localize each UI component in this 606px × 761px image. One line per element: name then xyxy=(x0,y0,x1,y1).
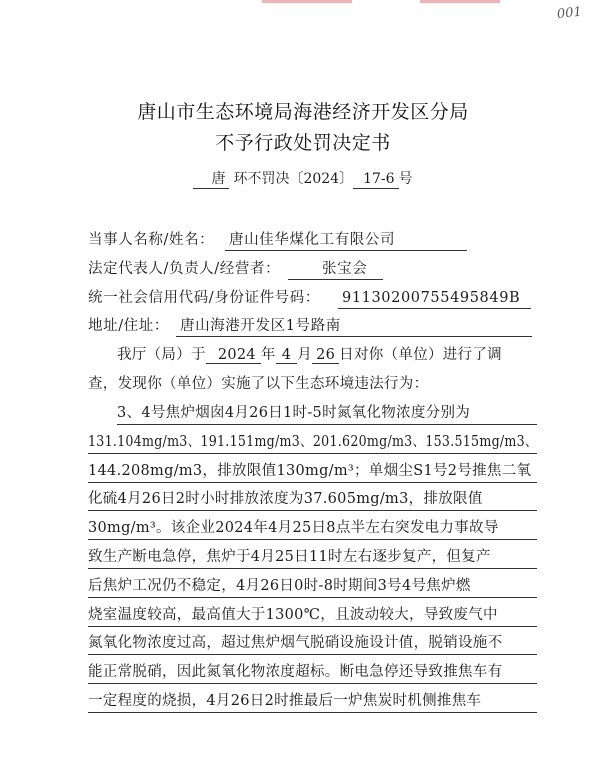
page-number: 001 xyxy=(556,4,583,23)
violation-line: 131.104mg/m3、191.151mg/m3、201.620mg/m3、153.515mg/m3、 xyxy=(88,433,538,450)
intro-text-b: 年 xyxy=(260,347,276,363)
underline xyxy=(88,654,537,655)
violation-line: 致生产断电急停，焦炉于4月25日11时左右逐步复产，但复产 xyxy=(88,549,491,565)
legal-rep-label: 法定代表人/负责人/经营者： xyxy=(88,261,281,277)
underline xyxy=(88,712,537,713)
intro-line-1 xyxy=(117,345,537,365)
violation-line: 能正常脱硝，因此氮氧化物浓度超标。断电急停还导致推焦车有 xyxy=(88,664,503,681)
scan-mark xyxy=(262,0,352,3)
underline xyxy=(88,453,537,454)
intro-text-d: 日对你（单位）进行了调 xyxy=(339,347,502,363)
underline xyxy=(88,510,537,511)
party-name-label: 当事人名称/姓名： xyxy=(88,232,215,248)
document-title: 唐山市生态环境局海港经济开发区分局 xyxy=(137,101,469,123)
legal-rep-row xyxy=(88,259,368,279)
violation-line: 氮氧化物浓度过高，超过焦炉烟气脱硝设施设计值，脱销设施不 xyxy=(88,635,503,652)
document-number xyxy=(0,168,606,189)
scan-mark xyxy=(420,0,500,3)
legal-rep-value: 张宝会 xyxy=(288,259,383,280)
underline xyxy=(88,626,537,627)
address-row xyxy=(88,316,341,336)
underline xyxy=(88,683,537,684)
credit-code-row xyxy=(88,288,521,308)
inspection-day: 26 xyxy=(312,347,339,364)
violation-line: 后焦炉工况仍不稳定，4月26日0时-8时期间3号4号焦炉燃 xyxy=(88,577,471,594)
underline xyxy=(88,539,537,540)
docno-number: 17-6 xyxy=(353,170,398,189)
document-subtitle: 不予行政处罚决定书 xyxy=(215,132,391,154)
docno-prefix: 唐 xyxy=(193,170,229,189)
address-label: 地址/住址： xyxy=(88,318,169,334)
party-name-row xyxy=(88,230,396,250)
address-value: 唐山海港开发区1号路南 xyxy=(176,316,532,337)
intro-line-2: 查，发现你（单位）实施了以下生态环境违法行为： xyxy=(88,376,429,392)
violation-line: 3、4号焦炉烟囱4月26日1时-5时氮氧化物浓度分别为 xyxy=(117,405,471,421)
party-name-value: 唐山佳华煤化工有限公司 xyxy=(225,230,467,251)
docno-suffix: 号 xyxy=(398,171,413,187)
intro-text-a: 我厅（局）于 xyxy=(117,347,206,363)
credit-code-label: 统一社会信用代码/身份证件号码： xyxy=(88,290,320,306)
intro-text-c: 月 xyxy=(297,347,313,363)
underline xyxy=(117,424,537,425)
underline xyxy=(88,482,537,483)
underline xyxy=(88,568,537,569)
violation-line: 30mg/m³。该企业2024年4月25日8点半左右突发电力事故导 xyxy=(88,520,499,537)
inspection-month: 4 xyxy=(276,347,298,364)
docno-middle: 环不罚决〔2024〕 xyxy=(233,171,354,187)
inspection-year: 2024 xyxy=(206,347,261,364)
violation-line: 化硫4月26日2时小时排放浓度为37.605mg/m3，排放限值 xyxy=(88,491,483,508)
credit-code-value: 91130200755495849B xyxy=(338,288,531,309)
violation-line: 144.208mg/m3，排放限值130mg/m³；单烟尘S1号2号推焦二氧 xyxy=(88,462,532,479)
violation-line: 烧室温度较高，最高值大于1300℃，且波动较大，导致废气中 xyxy=(88,606,498,623)
violation-line: 一定程度的烧损，4月26日2时推最后一炉焦炭时机侧推焦车 xyxy=(88,693,482,709)
underline xyxy=(88,597,537,598)
